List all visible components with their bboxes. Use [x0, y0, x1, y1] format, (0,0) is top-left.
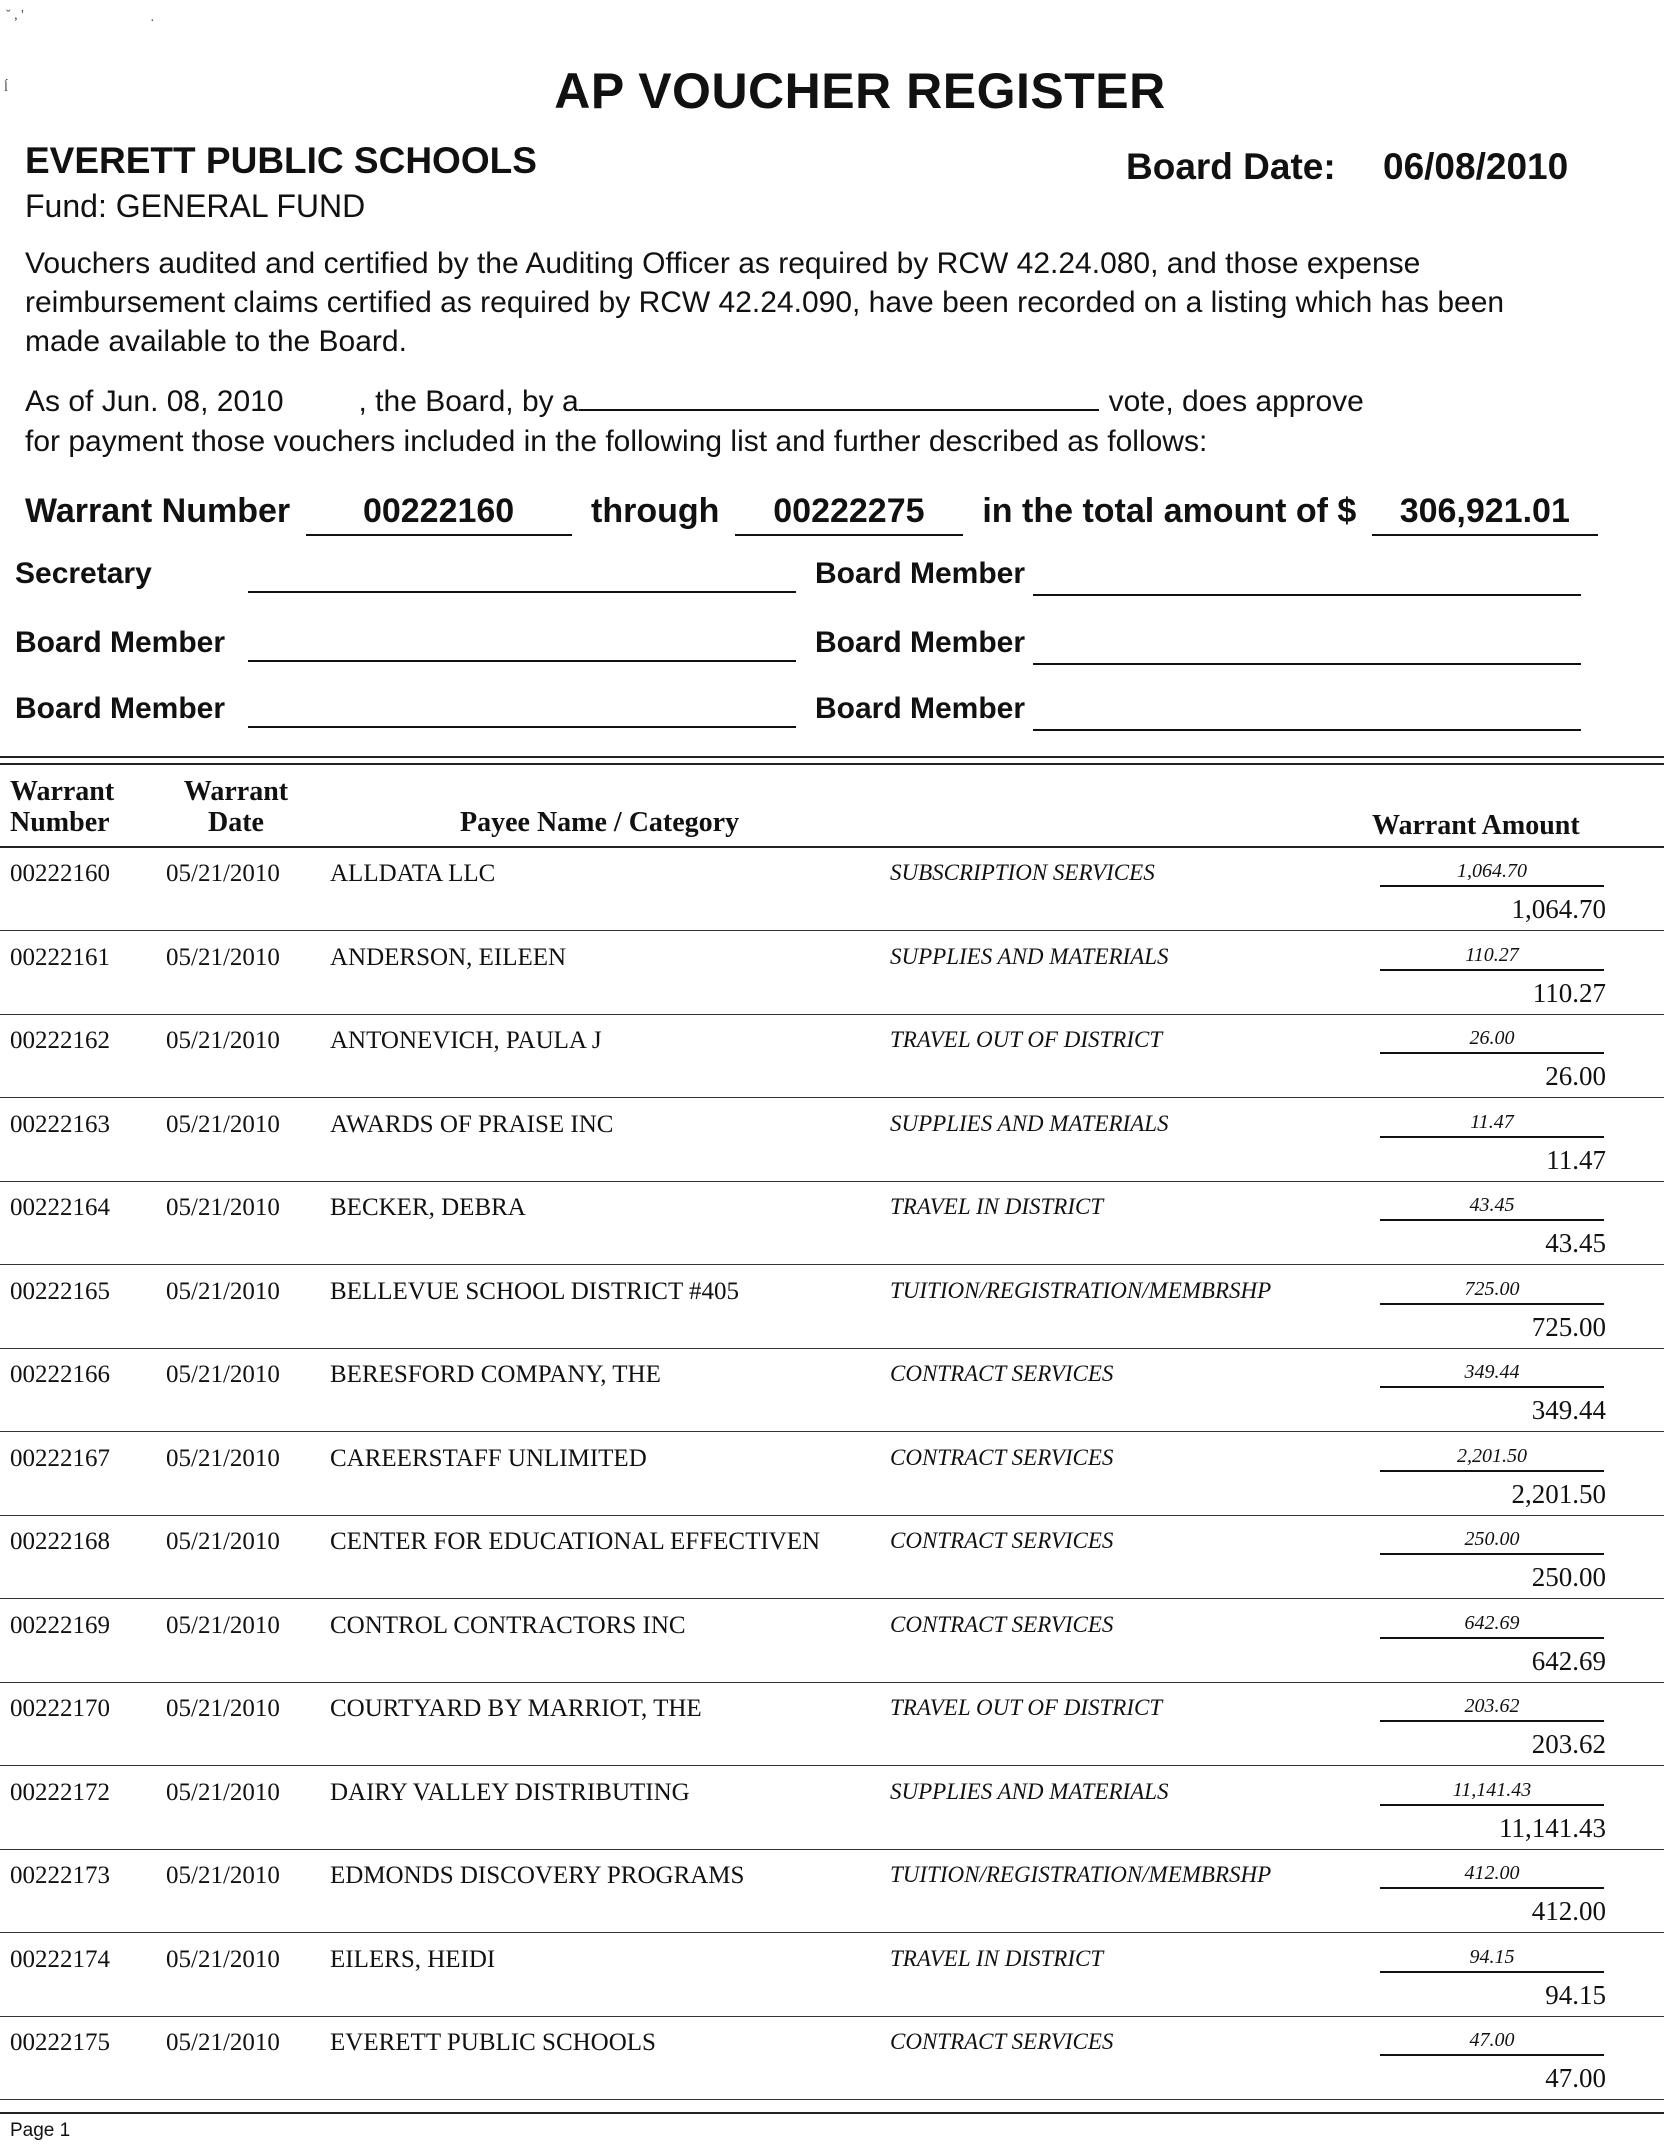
warrant-total-cell: 349.44	[1531, 1395, 1606, 1425]
page-label: Page	[10, 2120, 55, 2141]
warrant-number-cell: 00222162	[10, 1027, 110, 1054]
approval-line-2: for payment those vouchers included in the following list and further described as follows:	[25, 425, 1208, 458]
board-member-signature-line	[248, 726, 796, 728]
total-amount-value: 306,921.01	[1372, 492, 1598, 536]
category-cell: TRAVEL IN DISTRICT	[890, 1945, 1104, 1971]
table-row	[0, 1349, 1664, 1433]
header-text: Number	[10, 807, 110, 838]
warrant-number-cell: 00222164	[10, 1194, 110, 1221]
warrant-amount-cell: 203.62	[1380, 1695, 1604, 1722]
warrant-amount-cell: 26.00	[1380, 1027, 1604, 1054]
payee-name-cell: EVERETT PUBLIC SCHOOLS	[330, 2029, 656, 2056]
warrant-date-cell: 05/21/2010	[166, 1862, 280, 1889]
warrant-date-cell: 05/21/2010	[166, 1194, 280, 1221]
payee-name-cell: ALLDATA LLC	[330, 860, 496, 887]
category-cell: TRAVEL OUT OF DISTRICT	[890, 1027, 1163, 1052]
payee-name-cell: EDMONDS DISCOVERY PROGRAMS	[330, 1862, 745, 1889]
warrant-date-cell: 05/21/2010	[166, 2029, 280, 2056]
category-cell: CONTRACT SERVICES	[890, 2029, 1114, 2054]
table-row	[0, 1182, 1664, 1266]
payee-name-cell: EILERS, HEIDI	[330, 1945, 496, 1973]
warrant-date-cell: 05/21/2010	[166, 1444, 280, 1472]
board-member-signature-line	[1033, 594, 1581, 596]
category-cell: TRAVEL OUT OF DISTRICT	[890, 1695, 1163, 1720]
warrant-number-cell: 00222175	[10, 2029, 110, 2056]
warrant-amount-cell: 642.69	[1380, 1612, 1604, 1639]
warrant-total-cell: 412.00	[1531, 1896, 1606, 1926]
scan-speck: ĺ	[4, 80, 8, 95]
payee-name-cell: CAREERSTAFF UNLIMITED	[330, 1444, 647, 1472]
payee-name-cell: CONTROL CONTRACTORS INC	[330, 1611, 686, 1639]
warrant-date-cell: 05/21/2010	[166, 1611, 280, 1639]
warrant-date-cell: 05/21/2010	[166, 943, 280, 971]
warrant-number-label: Warrant Number	[25, 492, 291, 530]
category-cell: CONTRACT SERVICES	[890, 1444, 1114, 1470]
payee-name-cell: BERESFORD COMPANY, THE	[330, 1361, 661, 1388]
warrant-number-cell: 00222161	[10, 943, 110, 971]
table-row	[0, 1850, 1664, 1934]
warrant-amount-cell: 47.00	[1380, 2029, 1604, 2056]
secretary-signature-line	[248, 591, 796, 593]
warrant-total-cell: 203.62	[1531, 1729, 1606, 1759]
table-row	[0, 1099, 1664, 1183]
fund-label: Fund: GENERAL FUND	[25, 188, 366, 224]
vote-approve-text: vote, does approve	[1108, 385, 1364, 418]
warrant-amount-cell: 43.45	[1380, 1194, 1604, 1221]
board-member-signature-line	[1033, 729, 1581, 731]
category-cell: SUPPLIES AND MATERIALS	[890, 1110, 1169, 1136]
payee-name-cell: COURTYARD BY MARRIOT, THE	[330, 1695, 702, 1722]
warrant-amount-cell: 11,141.43	[1380, 1779, 1604, 1806]
board-member-label: Board Member	[815, 557, 1026, 590]
scan-speck: ·	[150, 14, 155, 29]
warrant-number-cell: 00222173	[10, 1862, 110, 1889]
category-cell: SUPPLIES AND MATERIALS	[890, 1778, 1169, 1804]
category-cell: CONTRACT SERVICES	[890, 1361, 1114, 1386]
warrant-amount-cell: 2,201.50	[1380, 1445, 1604, 1472]
table-row	[0, 1767, 1664, 1851]
warrant-total-cell: 11,141.43	[1499, 1812, 1606, 1843]
warrant-date-cell: 05/21/2010	[166, 1277, 280, 1305]
warrant-total-cell: 94.15	[1545, 1979, 1606, 2010]
payee-name-cell: AWARDS OF PRAISE INC	[330, 1110, 614, 1138]
warrant-number-cell: 00222166	[10, 1361, 110, 1388]
warrant-date-cell: 05/21/2010	[166, 1695, 280, 1722]
col-header-warrant-date	[176, 776, 296, 838]
warrant-amount-cell: 11.47	[1380, 1111, 1604, 1138]
total-amount-label: in the total amount of $	[982, 492, 1357, 530]
table-row	[0, 2017, 1664, 2101]
warrant-amount-cell: 94.15	[1380, 1946, 1604, 1973]
warrant-date-cell: 05/21/2010	[166, 1528, 280, 1555]
warrant-number-cell: 00222165	[10, 1277, 110, 1305]
category-cell: CONTRACT SERVICES	[890, 1528, 1114, 1553]
warrant-amount-cell: 725.00	[1380, 1278, 1604, 1305]
footer-rule	[0, 2112, 1664, 2114]
warrant-number-cell: 00222167	[10, 1444, 110, 1472]
col-header-amount: Warrant Amount	[1372, 810, 1580, 841]
warrant-date-cell: 05/21/2010	[166, 1110, 280, 1138]
payee-name-cell: CENTER FOR EDUCATIONAL EFFECTIVEN	[330, 1528, 821, 1555]
table-row	[0, 1015, 1664, 1099]
warrant-total-cell: 2,201.50	[1511, 1478, 1606, 1509]
board-member-signature-line	[248, 660, 796, 662]
warrant-date-cell: 05/21/2010	[166, 1027, 280, 1054]
warrant-number-cell: 00222174	[10, 1945, 110, 1973]
warrant-number-cell: 00222160	[10, 860, 110, 887]
warrant-number-cell: 00222163	[10, 1110, 110, 1138]
board-member-label: Board Member	[15, 692, 226, 725]
warrant-amount-cell: 250.00	[1380, 1528, 1604, 1555]
table-row	[0, 1934, 1664, 2018]
certification-paragraph: Vouchers audited and certified by the Auditing Officer as required by RCW 42.24.080, and those expense reimbursement claims certified as required by RCW 42.24.090, have been recorded on a listing which has been made available to the Board.	[25, 247, 1505, 358]
table-row	[0, 1600, 1664, 1684]
as-of-date: As of Jun. 08, 2010	[25, 385, 284, 418]
payee-name-cell: BECKER, DEBRA	[330, 1194, 526, 1221]
payee-name-cell: BELLEVUE SCHOOL DISTRICT #405	[330, 1277, 740, 1305]
vote-blank	[579, 383, 1099, 411]
header-rule-top	[0, 756, 1664, 758]
warrant-range-line	[25, 492, 1598, 536]
row-divider	[0, 2099, 1664, 2100]
header-text: Date	[208, 807, 264, 838]
table-row	[0, 932, 1664, 1016]
category-cell: TUITION/REGISTRATION/MEMBRSHP	[890, 1862, 1272, 1887]
secretary-label: Secretary	[15, 557, 152, 590]
warrant-number-cell: 00222170	[10, 1695, 110, 1722]
approval-line	[25, 383, 1364, 419]
warrant-date-cell: 05/21/2010	[166, 860, 280, 887]
warrant-amount-cell: 1,064.70	[1380, 860, 1604, 887]
board-member-label: Board Member	[815, 626, 1026, 659]
warrant-total-cell: 642.69	[1531, 1645, 1606, 1676]
warrant-amount-cell: 110.27	[1380, 944, 1604, 971]
warrant-total-cell: 47.00	[1545, 2063, 1606, 2093]
header-text: Warrant	[10, 776, 115, 807]
category-cell: SUBSCRIPTION SERVICES	[890, 860, 1155, 885]
header-rule-top-2	[0, 763, 1664, 765]
organization-name: EVERETT PUBLIC SCHOOLS	[25, 140, 537, 181]
col-header-warrant-number	[10, 776, 114, 838]
board-member-signature-line	[1033, 663, 1581, 665]
payee-name-cell: DAIRY VALLEY DISTRIBUTING	[330, 1778, 690, 1806]
page-number: 1	[59, 2120, 71, 2141]
warrant-total-cell: 1,064.70	[1511, 894, 1606, 924]
board-date-value: 06/08/2010	[1383, 146, 1569, 187]
category-cell: CONTRACT SERVICES	[890, 1611, 1114, 1637]
header-text: Warrant	[183, 776, 289, 807]
table-row	[0, 1266, 1664, 1350]
warrant-total-cell: 250.00	[1531, 1562, 1606, 1592]
category-cell: SUPPLIES AND MATERIALS	[890, 943, 1169, 969]
warrant-number-cell: 00222172	[10, 1778, 110, 1806]
warrant-number-cell: 00222169	[10, 1611, 110, 1639]
board-vote-text: , the Board, by a	[358, 385, 579, 418]
warrant-date-cell: 05/21/2010	[166, 1361, 280, 1388]
col-header-payee: Payee Name / Category	[460, 807, 740, 838]
category-cell: TUITION/REGISTRATION/MEMBRSHP	[890, 1277, 1272, 1303]
payee-name-cell: ANDERSON, EILEEN	[330, 943, 567, 971]
table-row	[0, 1433, 1664, 1517]
warrant-total-cell: 26.00	[1545, 1061, 1606, 1091]
warrant-amount-cell: 349.44	[1380, 1361, 1604, 1388]
warrant-total-cell: 110.27	[1532, 977, 1606, 1008]
category-cell: TRAVEL IN DISTRICT	[890, 1194, 1104, 1219]
page-title: AP VOUCHER REGISTER	[554, 63, 1166, 119]
table-row	[0, 848, 1664, 932]
warrant-end-number: 00222275	[735, 492, 963, 536]
through-label: through	[591, 492, 720, 530]
warrant-date-cell: 05/21/2010	[166, 1945, 280, 1973]
scan-speck: ˘ , '	[6, 8, 24, 23]
warrant-amount-cell: 412.00	[1380, 1862, 1604, 1889]
board-member-label: Board Member	[815, 692, 1026, 725]
page-footer	[10, 2120, 70, 2142]
table-row	[0, 1683, 1664, 1767]
warrant-total-cell: 43.45	[1545, 1228, 1606, 1258]
board-date-label: Board Date:	[1126, 146, 1336, 187]
warrant-number-cell: 00222168	[10, 1528, 110, 1555]
payee-name-cell: ANTONEVICH, PAULA J	[330, 1027, 602, 1054]
warrant-date-cell: 05/21/2010	[166, 1778, 280, 1806]
warrant-start-number: 00222160	[306, 492, 572, 536]
table-row	[0, 1516, 1664, 1600]
warrant-total-cell: 11.47	[1546, 1144, 1606, 1175]
warrant-total-cell: 725.00	[1531, 1311, 1606, 1342]
board-member-label: Board Member	[15, 626, 226, 659]
